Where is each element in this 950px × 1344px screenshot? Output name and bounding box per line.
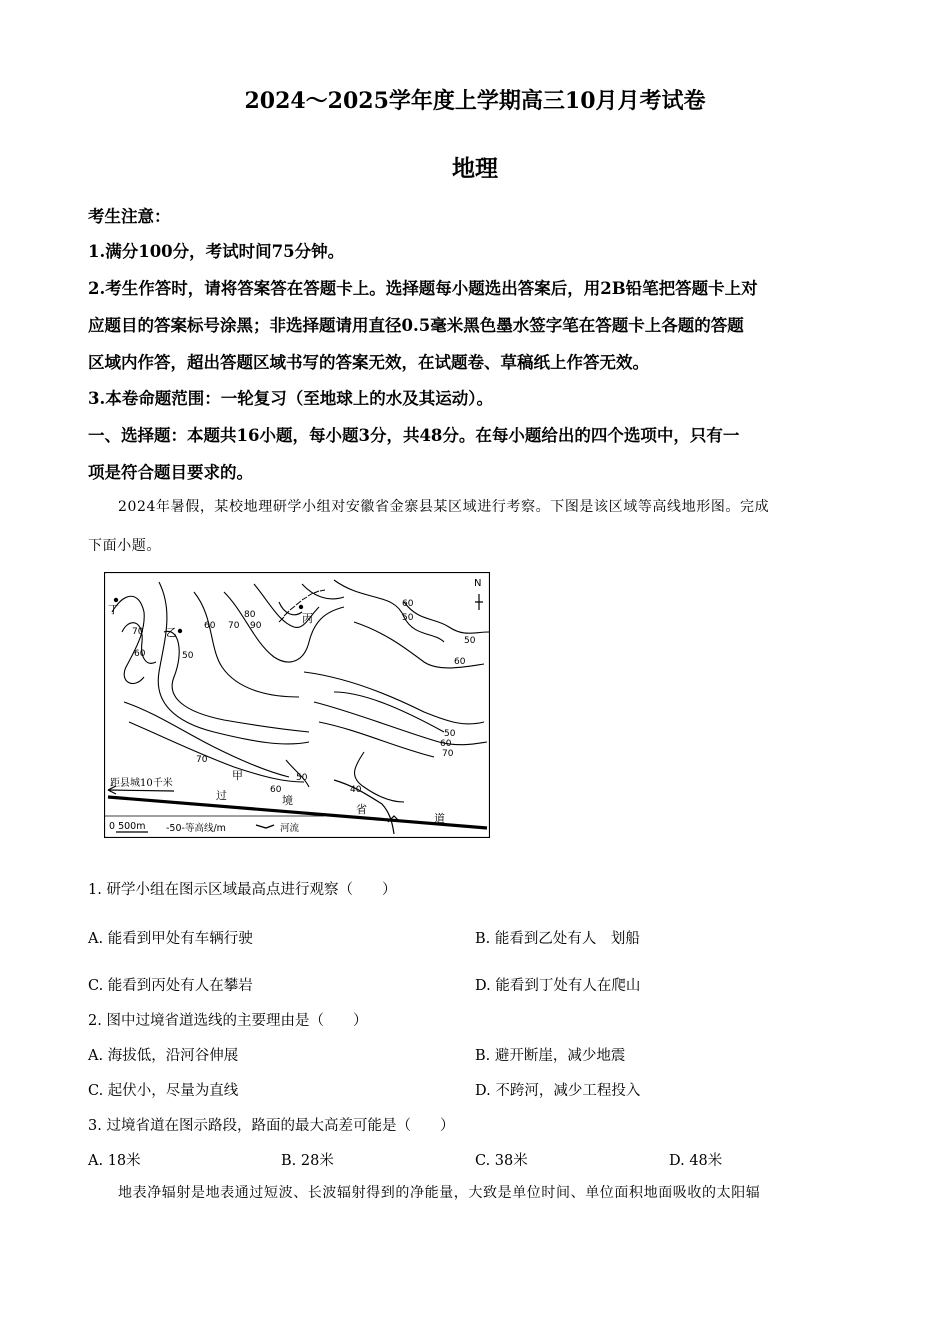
contour-label: 60 [134, 649, 146, 659]
point-ding-dot [114, 598, 118, 602]
contour-label: 90 [250, 621, 262, 631]
label-distance: 距县城10千米 [110, 778, 173, 789]
notice-item-2-line-1: 2.考生作答时，请将答案答在答题卡上。选择题每小题选出答案后，用2B铅笔把答题卡上对 [88, 279, 758, 298]
contour-label: 70 [132, 627, 144, 637]
intro-line-1: 2024年暑假，某校地理研学小组对安徽省金寨县某区域进行考察。下图是该区域等高线地形图。完成 [118, 499, 770, 515]
contour-label: 60 [454, 657, 466, 667]
north-label: N [474, 578, 482, 589]
legend-river: 河流 [280, 823, 300, 834]
contour-label: 70 [442, 749, 454, 759]
label-bing: 丙 [302, 612, 313, 625]
notice-heading: 考生注意： [88, 207, 171, 226]
section-heading-line-2: 项是符合题目要求的。 [88, 463, 253, 482]
legend-scale: 0 500m [109, 821, 146, 832]
contour-map [104, 572, 490, 838]
label-ding: 丁 [108, 603, 119, 616]
question-1-option-a: A. 能看到甲处有车辆行驶 [88, 931, 253, 947]
map-frame [105, 573, 490, 838]
question-3-stem: 3. 过境省道在图示路段，路面的最大高差可能是（ ） [88, 1118, 455, 1134]
question-3-option-a: A. 18米 [88, 1153, 141, 1169]
contour-label: 60 [402, 599, 414, 609]
contour-label: 50 [296, 773, 308, 783]
question-2-option-a: A. 海拔低，沿河谷伸展 [88, 1048, 239, 1064]
contour-label: 50 [182, 651, 194, 661]
contour-label: 70 [228, 621, 240, 631]
point-yi-dot [178, 629, 182, 633]
contour-label: 50 [464, 636, 476, 646]
contour-label: 70 [196, 755, 208, 765]
notice-item-1: 1.满分100分，考试时间75分钟。 [88, 242, 345, 261]
question-1-option-c: C. 能看到丙处有人在攀岩 [88, 978, 253, 994]
trailing-paragraph-line-1: 地表净辐射是地表通过短波、长波辐射得到的净能量，大致是单位时间、单位面积地面吸收的太阳辐 [118, 1185, 761, 1201]
question-2-option-c: C. 起伏小，尽量为直线 [88, 1083, 239, 1099]
label-road-3: 省 [356, 803, 367, 816]
contour-label: 40 [350, 785, 362, 795]
notice-item-2-line-2: 应题目的答案标号涂黑；非选择题请用直径0.5毫米黑色墨水签字笔在答题卡上各题的答题 [88, 316, 744, 335]
label-road-4: 道 [434, 812, 445, 825]
exam-title: 2024～2025学年度上学期高三10月月考试卷 [244, 88, 706, 114]
question-2-option-b: B. 避开断崖，减少地震 [475, 1048, 626, 1064]
notice-item-2-line-3: 区域内作答，超出答题区域书写的答案无效，在试题卷、草稿纸上作答无效。 [88, 353, 649, 372]
point-bing-dot [299, 605, 303, 609]
contour-label: 80 [244, 610, 256, 620]
contour-label: 50 [444, 729, 456, 739]
notice-item-3: 3.本卷命题范围：一轮复习（至地球上的水及其运动）。 [88, 389, 493, 408]
question-2-option-d: D. 不跨河，减少工程投入 [475, 1083, 641, 1099]
question-2-stem: 2. 图中过境省道选线的主要理由是（ ） [88, 1013, 368, 1029]
section-heading-line-1: 一、选择题：本题共16小题，每小题3分，共48分。在每小题给出的四个选项中，只有一 [88, 426, 740, 445]
label-jia: 甲 [232, 769, 243, 782]
question-1-option-d: D. 能看到丁处有人在爬山 [475, 978, 641, 994]
contour-label: 60 [270, 785, 282, 795]
intro-line-2: 下面小题。 [88, 538, 161, 554]
label-road-2: 境 [282, 794, 293, 807]
label-road-1: 过 [216, 789, 227, 802]
legend-contour: -50-等高线/m [166, 823, 226, 834]
subject-title: 地理 [452, 155, 498, 182]
question-3-option-c: C. 38米 [475, 1153, 528, 1169]
question-1-stem: 1. 研学小组在图示区域最高点进行观察（ ） [88, 882, 397, 898]
question-1-option-b: B. 能看到乙处有人 划船 [475, 931, 640, 947]
contour-label: 50 [402, 613, 414, 623]
contour-label: 60 [204, 621, 216, 631]
question-3-option-d: D. 48米 [669, 1153, 723, 1169]
label-yi: 乙 [166, 626, 177, 639]
question-3-option-b: B. 28米 [281, 1153, 334, 1169]
contour-label: 60 [440, 739, 452, 749]
